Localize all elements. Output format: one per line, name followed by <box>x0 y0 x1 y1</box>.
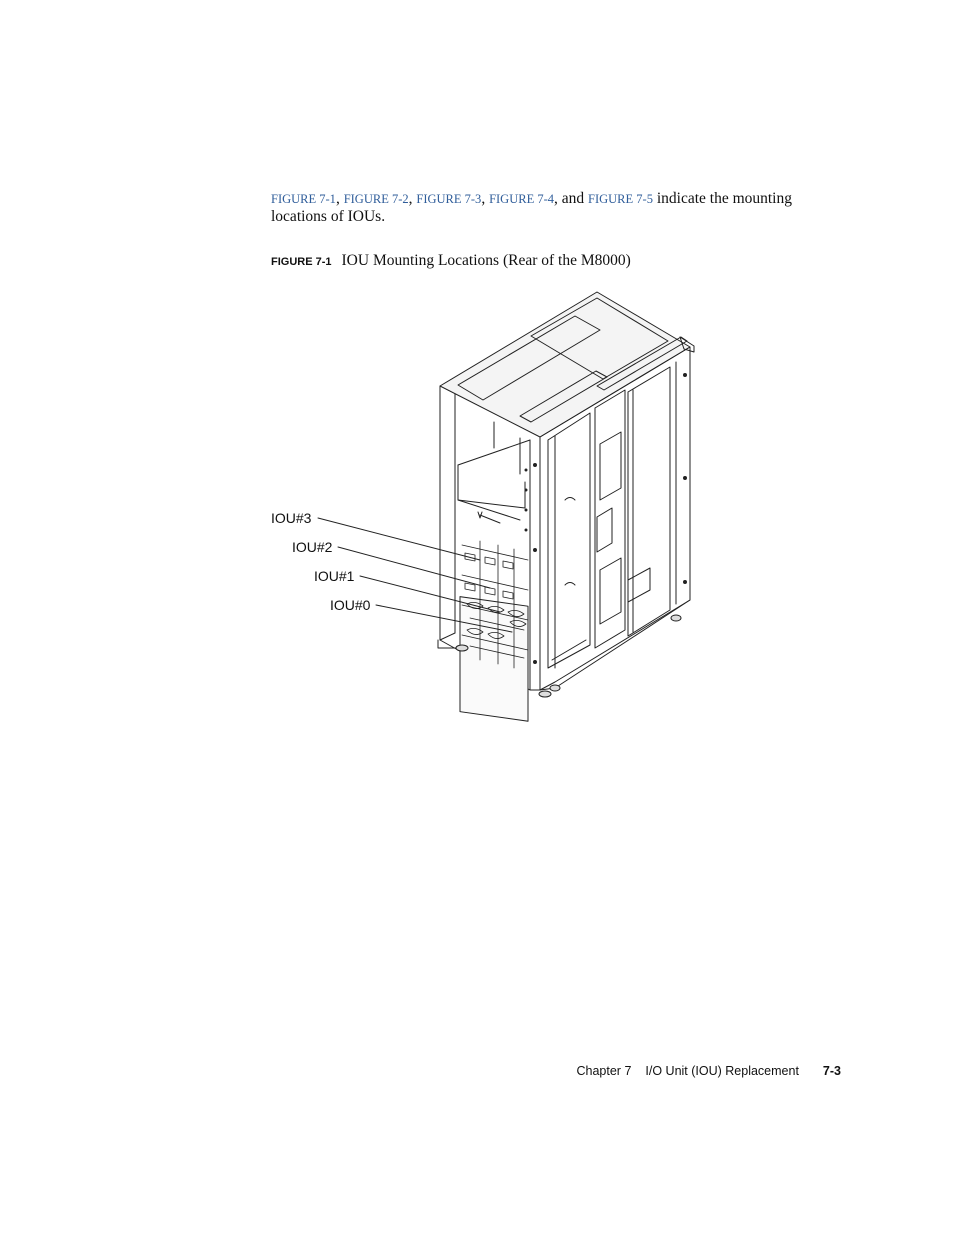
footer-chapter: Chapter 7 <box>576 1064 632 1078</box>
and-text: , and <box>554 190 589 207</box>
separator: , <box>481 190 490 207</box>
callout-iou1: IOU#1 <box>314 568 355 584</box>
figure-7-1-link[interactable]: FIGURE 7-1 <box>271 192 336 206</box>
footer-title: I/O Unit (IOU) Replacement <box>645 1064 799 1078</box>
callout-leader-iou1 <box>360 576 500 612</box>
figure-7-4-link[interactable]: FIGURE 7-4 <box>489 192 554 206</box>
callout-leader-iou3 <box>318 518 480 560</box>
callout-iou0: IOU#0 <box>330 597 371 613</box>
figure-title: IOU Mounting Locations (Rear of the M8000) <box>341 252 631 269</box>
page-footer <box>577 1064 842 1078</box>
callout-iou2: IOU#2 <box>292 539 333 555</box>
figure-7-3-link[interactable]: FIGURE 7-3 <box>416 192 482 206</box>
figure-7-5-link[interactable]: FIGURE 7-5 <box>588 192 653 206</box>
separator: , <box>408 190 417 207</box>
figure-label: FIGURE 7-1 <box>271 256 332 268</box>
figure-7-2-link[interactable]: FIGURE 7-2 <box>343 192 409 206</box>
callout-iou3: IOU#3 <box>271 510 312 526</box>
page-number: 7-3 <box>822 1064 841 1078</box>
separator: , <box>335 190 344 207</box>
intro-tail: indicate the mounting locations of IOUs. <box>271 190 792 225</box>
